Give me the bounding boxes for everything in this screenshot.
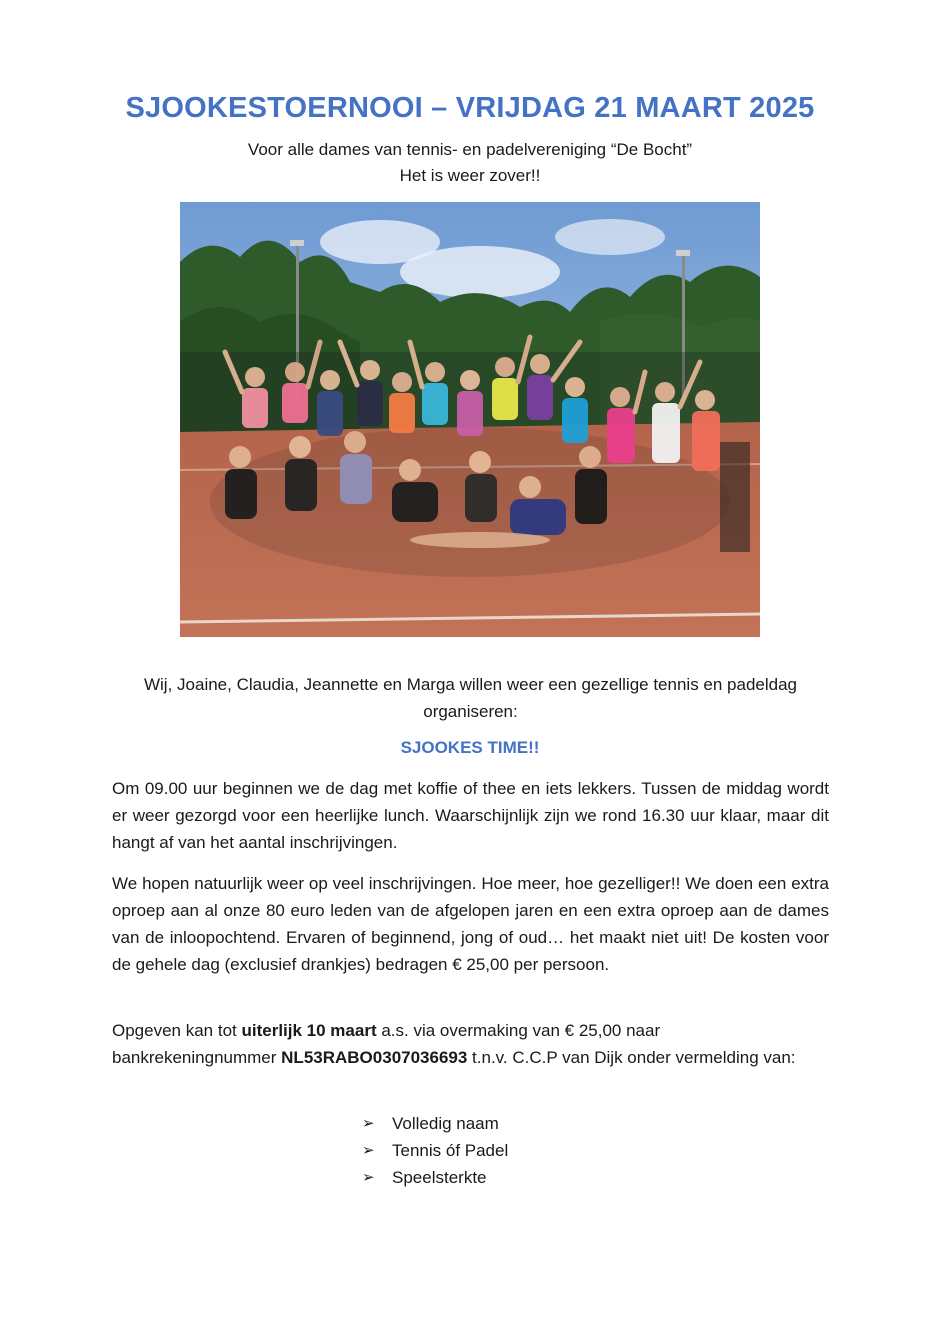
list-item xyxy=(362,1137,508,1164)
deadline-text: uiterlijk 10 maart xyxy=(241,1021,377,1040)
schedule-paragraph: Om 09.00 uur beginnen we de dag met koffie of thee en iets lekkers. Tussen de middag wordt er weer gezorgd voor een heerlijke lunch. Waarschijnlijk zijn we rond 16.30 uur klaar, maar dit hangt af van het aantal inschrijvingen. xyxy=(112,779,829,852)
payment-paragraph xyxy=(112,1017,829,1071)
payment-text-3: t.n.v. C.C.P van Dijk onder vermelding van: xyxy=(467,1048,796,1067)
subtitle-audience: Voor alle dames van tennis- en padelvereniging “De Bocht” xyxy=(247,140,693,159)
arrow-bullet-icon: ➢ xyxy=(362,1142,375,1159)
registration-paragraph: We hopen natuurlijk weer op veel inschrijvingen. Hoe meer, hoe gezelliger!! We doen een extra oproep aan al onze 80 euro leden van de afgelopen jaren en een extra oproep aan de dames van de inloopochtend. Ervaren of beginnend, jong of oud… het maakt niet uit! De kosten voor de gehele dag (exclusief drankjes) bedragen € 25,00 per persoon. xyxy=(112,874,829,974)
required-info-list xyxy=(362,1110,508,1191)
arrow-bullet-icon: ➢ xyxy=(362,1169,375,1186)
group-photo-icon xyxy=(180,202,760,637)
payment-text-2: a.s. via overmaking van € 25,00 naar bankrekeningnummer xyxy=(112,1021,661,1067)
payment-text-1: Opgeven kan tot xyxy=(112,1021,242,1040)
section-title: SJOOKES TIME!! xyxy=(400,738,540,757)
list-item xyxy=(362,1164,508,1191)
list-item-label: Volledig naam xyxy=(392,1114,499,1133)
subtitle-announcement: Het is weer zover!! xyxy=(399,166,541,185)
intro-paragraph: Wij, Joaine, Claudia, Jeannette en Marga willen weer een gezellige tennis en padeldag organiseren: xyxy=(143,675,798,721)
list-item-label: Tennis óf Padel xyxy=(392,1141,509,1160)
group-photo xyxy=(180,202,760,637)
page-title: SJOOKESTOERNOOI – VRIJDAG 21 MAART 2025 xyxy=(125,92,815,124)
arrow-bullet-icon: ➢ xyxy=(362,1115,375,1132)
account-number: NL53RABO0307036693 xyxy=(281,1048,468,1067)
list-item-label: Speelsterkte xyxy=(392,1168,487,1187)
list-item xyxy=(362,1110,508,1137)
